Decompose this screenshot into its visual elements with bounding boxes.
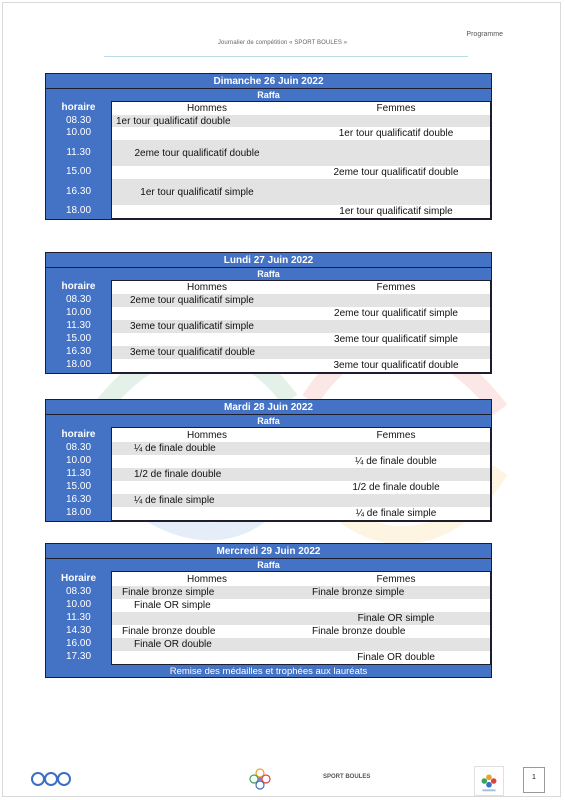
women-event [342,346,490,359]
women-event: ¼ de finale double [355,456,437,467]
women-event [342,320,490,333]
time-cell: 16.30 [65,494,92,505]
time-cell: 10.00 [65,127,92,138]
women-event [302,179,490,205]
men-column-header: Hommes [186,282,227,293]
women-event [342,294,490,307]
table-row [112,468,490,481]
schedule-body [111,571,491,665]
men-event: 1/2 de finale double [134,469,222,480]
column-header-row [112,428,490,442]
time-cell: 16.00 [65,638,92,649]
schedule-day-3 [45,399,492,522]
men-event [112,205,302,218]
women-column-header: Femmes [376,573,416,585]
women-event [302,442,490,455]
schedule-day-2 [45,252,492,374]
men-event [112,333,302,346]
men-event [112,127,302,140]
games-emblem-icon [474,766,504,796]
table-row [112,455,490,468]
day-header: Dimanche 26 Juin 2022 [46,74,491,89]
footer-brand-name: SPORT BOULES [323,774,371,780]
table-row [112,205,490,218]
table-row [112,625,490,638]
table-row [112,346,490,359]
men-event: 2eme tour qualificatif double [134,147,260,159]
table-row [112,494,490,507]
column-header-row [112,281,490,294]
men-event [112,166,302,179]
men-event [112,455,302,468]
table-row [112,481,490,494]
men-column-header: Hommes [186,103,227,114]
time-cell: 11.30 [66,612,91,623]
women-event: Finale OR simple [357,613,435,624]
journal-title: Journalier de compétition « SPORT BOULES » [217,40,348,46]
women-event: Finale bronze double [312,626,406,637]
women-event [302,115,490,127]
men-event: 2eme tour qualificatif simple [130,295,254,306]
day-header: Mercredi 29 Juin 2022 [46,544,491,559]
table-row [112,359,490,372]
time-cell: 18.00 [65,205,92,216]
women-event [302,638,490,651]
women-event: 1er tour qualificatif double [338,128,454,139]
time-cell: 08.30 [65,442,92,453]
men-column-header: Hommes [186,573,227,585]
time-cell: 16.30 [65,185,92,197]
men-event: 3eme tour qualificatif double [130,347,256,358]
day-header: Lundi 27 Juin 2022 [46,253,491,268]
sport-header: Raffa [46,415,491,427]
time-column-header: horaire [61,428,96,440]
men-event: 3eme tour qualificatif simple [130,321,254,332]
time-cell: 17.30 [65,651,92,662]
women-column-header: Femmes [376,103,416,114]
time-column-header: horaire [61,281,96,292]
men-event [112,507,302,520]
flower-emblem-icon [247,766,273,792]
table-row [112,115,490,127]
section-label: Programme [466,31,503,38]
awards-ceremony-note: Remise des médailles et trophées aux lauréats [46,665,491,677]
time-cell: 14.30 [65,625,92,636]
men-event [112,612,302,625]
men-event: 1er tour qualificatif simple [140,186,254,198]
time-cell: 08.30 [65,114,92,126]
men-event: Finale bronze double [122,626,216,637]
women-event: 3eme tour qualificatif double [333,360,459,371]
time-column [46,101,111,219]
women-event: Finale bronze simple [312,587,405,598]
women-column-header: Femmes [376,429,416,441]
table-row [112,294,490,307]
time-cell: 18.00 [65,507,92,518]
table-row [112,507,490,520]
table-row [112,651,490,664]
table-row [112,179,490,205]
women-event [302,494,490,507]
time-cell: 15.00 [65,166,92,177]
time-cell: 18.00 [65,359,92,370]
time-cell: 16.30 [65,346,92,357]
table-row [112,599,490,612]
table-row [112,333,490,346]
women-event: 1/2 de finale double [352,482,440,493]
men-event [112,307,302,320]
time-cell: 10.00 [65,599,92,610]
sport-header: Raffa [46,559,491,571]
time-cell: 15.00 [65,333,92,344]
table-row [112,166,490,179]
time-cell: 15.00 [65,481,92,492]
men-event: ¼ de finale double [134,443,216,454]
women-event [302,468,490,481]
table-row [112,307,490,320]
men-event: 1er tour qualificatif double [116,115,231,127]
time-cell: 08.30 [65,294,92,305]
table-row [112,320,490,333]
schedule-day-1 [45,73,492,220]
women-event [302,140,490,166]
time-column [46,427,111,521]
women-event: ¼ de finale simple [355,508,437,519]
time-column [46,571,111,665]
table-row [112,586,490,599]
time-cell: 11.30 [66,146,91,158]
time-cell: 08.30 [65,586,92,597]
time-cell: 11.30 [66,468,91,479]
men-event: Finale OR double [134,639,212,650]
table-row [112,127,490,140]
table-row [112,638,490,651]
men-event: Finale OR simple [134,600,211,611]
column-header-row [112,572,490,586]
men-event [112,651,302,664]
time-cell: 10.00 [65,455,92,466]
sport-header: Raffa [46,268,491,280]
women-column-header: Femmes [376,282,416,293]
table-row [112,442,490,455]
schedule-body [111,280,491,373]
women-event: 3eme tour qualificatif simple [334,334,458,345]
time-cell: 11.30 [66,320,91,331]
column-header-row [112,102,490,115]
table-row [112,140,490,166]
rings-logo-icon [30,770,72,788]
time-column-header: horaire [61,102,96,113]
schedule-day-4 [45,543,492,678]
men-column-header: Hommes [186,429,227,441]
time-column [46,280,111,373]
men-event [112,359,302,372]
women-event: 1er tour qualificatif simple [339,206,453,217]
women-event [302,599,490,612]
sport-header: Raffa [46,89,491,101]
title-divider [104,56,468,57]
time-cell: 10.00 [65,307,92,318]
men-event: ¼ de finale simple [134,495,215,506]
day-header: Mardi 28 Juin 2022 [46,400,491,415]
men-event [112,481,302,494]
table-row [112,612,490,625]
page-number: 1 [523,767,545,793]
women-event: Finale OR double [357,652,435,663]
schedule-body [111,101,491,219]
women-event: 2eme tour qualificatif simple [334,308,458,319]
time-column-header: Horaire [60,572,96,584]
women-event: 2eme tour qualificatif double [333,167,459,178]
men-event: Finale bronze simple [122,587,215,598]
schedule-body [111,427,491,521]
